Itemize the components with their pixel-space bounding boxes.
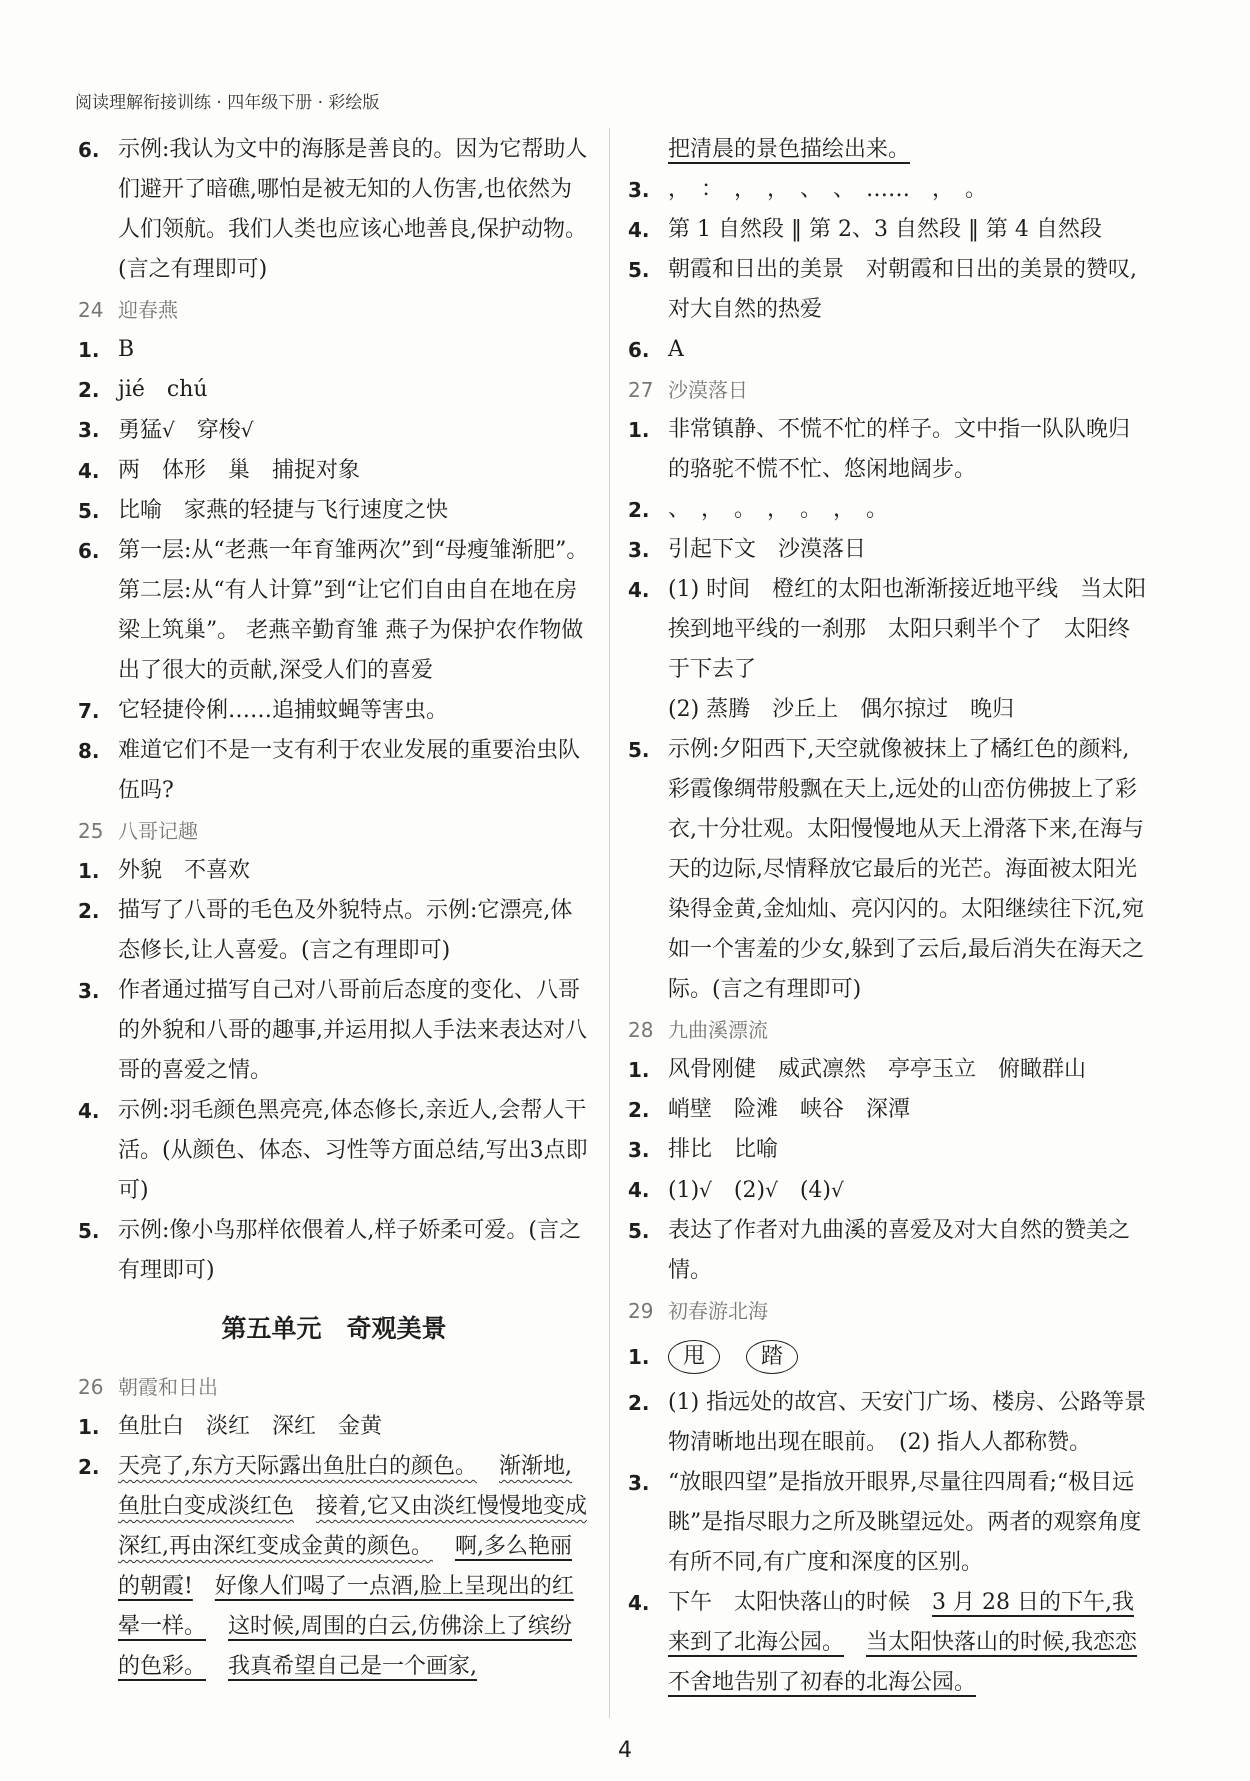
check-mark-icon: √ — [765, 1178, 778, 1202]
check-mark-icon: √ — [240, 418, 254, 442]
underlined-text: 把清晨的景色描绘出来。 — [668, 137, 911, 162]
answer-item: 1. 非常镇静、不慌不忙的样子。文中指一队队晚归的骆驼不慌不忙、悠闲地阔步。 — [628, 417, 1131, 482]
answer-item: 3. 引起下文 沙漠落日 — [628, 537, 867, 562]
answer-text: 示例:我认为文中的海豚是善良的。因为它帮助人们避开了暗礁,哪怕是被无知的人伤害,也依然为人们领航。我们人类也应该心地善良,保护动物。(言之有理即可) — [118, 137, 588, 282]
wavy-underlined-text: 天亮了,东方天际露出鱼肚白的颜色。 — [118, 1454, 477, 1479]
answer-item: 7. 它轻捷伶俐……追捕蚊蝇等害虫。 — [78, 698, 449, 723]
underlined-text: 3 月 28 日的下午,我来到了北海公园。 — [668, 1590, 1134, 1655]
underlined-text: 我真希望自己是一个画家, — [228, 1654, 478, 1679]
answer-item: 2. (1) 指远处的故宫、天安门广场、楼房、公路等景物清晰地出现在眼前。 (2) 指人人都称赞。 — [628, 1390, 1147, 1455]
unit-title: 第五单元 奇观美景 — [221, 1314, 447, 1343]
section-heading: 25 八哥记趣 — [78, 819, 198, 843]
answer-item: 6. A — [628, 337, 684, 362]
circled-character: 甩 — [668, 1340, 720, 1374]
answer-item: 4. 第 1 自然段 ‖ 第 2、3 自然段 ‖ 第 4 自然段 — [628, 217, 1102, 242]
check-mark-icon: √ — [162, 418, 175, 442]
wavy-underlined-text: 渐渐地,鱼肚白变成淡红色 — [118, 1454, 572, 1519]
answer-item: 5. 示例:像小鸟那样依偎着人,样子娇柔可爱。(言之有理即可) — [78, 1218, 581, 1283]
check-mark-icon: √ — [699, 1178, 712, 1202]
answer-item: 2. jié chú — [78, 377, 208, 402]
answer-item: 3. 排比 比喻 — [628, 1137, 779, 1162]
check-mark-icon: √ — [831, 1178, 844, 1202]
running-head: 阅读理解衔接训练 · 四年级下册 · 彩绘版 — [75, 93, 380, 113]
answer-item: 4. 两 体形 巢 捕捉对象 — [78, 458, 361, 483]
answer-item: 5. 表达了作者对九曲溪的喜爱及对大自然的赞美之情。 — [628, 1218, 1131, 1283]
answer-item: 3. 作者通过描写自己对八哥前后态度的变化、八哥的外貌和八哥的趣事,并运用拟人手法来表达对八哥的喜爱之情。 — [78, 978, 587, 1083]
circled-character: 踏 — [746, 1340, 798, 1374]
answer-item: 5. 比喻 家燕的轻捷与飞行速度之快 — [78, 498, 449, 523]
answer-item: 5. 示例:夕阳西下,天空就像被抹上了橘红色的颜料,彩霞像绸带般飘在天上,远处的山峦仿佛披上了彩衣,十分壮观。太阳慢慢地从天上滑落下来,在海与天的边际,尽情释放它最后的光芒。海面被太阳光染得金黄,金灿灿、亮闪闪的。太阳继续往下沉,宛如一个害羞的少女,躲到了云后,最后消失在海天之际。(言之有理即可) — [628, 737, 1144, 1002]
section-heading: 29 初春游北海 — [628, 1299, 768, 1323]
underlined-text: 这时候,周围的白云,仿佛涂上了缤纷的色彩。 — [118, 1614, 573, 1679]
answer-item — [628, 130, 1148, 170]
answer-item: 1. 甩 踏 — [628, 1337, 1148, 1377]
answer-item: 1. 鱼肚白 淡红 深红 金黄 — [78, 1414, 383, 1439]
section-heading: 26 朝霞和日出 — [78, 1375, 218, 1399]
answer-item: 4. (1) 时间 橙红的太阳也渐渐接近地平线 当太阳挨到地平线的一刹那 太阳只剩半个了 太阳终于下去了 (2) 蒸腾 沙丘上 偶尔掠过 晚归 — [628, 577, 1147, 722]
answer-item: 4. 示例:羽毛颜色黑亮亮,体态修长,亲近人,会帮人干活。(从颜色、体态、习性等方面总结,写出3点即可) — [78, 1098, 588, 1203]
answer-item: 6. 第一层:从“老燕一年育雏两次”到“母瘦雏渐肥”。 第二层:从“有人计算”到“让它们自由自在地在房梁上筑巢”。 老燕辛勤育雏 燕子为保护农作物做出了很大的贡献,深受人们的喜爱 — [78, 538, 589, 683]
underlined-text: 当太阳快落山的时候,我恋恋不舍地告别了初春的北海公园。 — [668, 1630, 1138, 1695]
underlined-text: 好像人们喝了一点酒,脸上呈现出的红晕一样。 — [118, 1574, 574, 1639]
answer-item: 2. 、 ， 。 ， 。 ， 。 — [628, 497, 889, 522]
answer-item: 1. B — [78, 337, 135, 362]
column-divider — [609, 128, 610, 1718]
answer-item: 6. 示例:我认为文中的海豚是善良的。因为它帮助人们避开了暗礁,哪怕是被无知的人伤害,也依然为人们领航。我们人类也应该心地善良,保护动物。(言之有理即可) — [78, 137, 588, 282]
section-heading: 28 九曲溪漂流 — [628, 1018, 768, 1042]
left-column — [78, 130, 590, 1687]
answer-item: 5. 朝霞和日出的美景 对朝霞和日出的美景的赞叹,对大自然的热爱 — [628, 257, 1137, 322]
answer-item: 1. 外貌 不喜欢 — [78, 858, 251, 883]
wavy-underlined-text: 接着,它又由淡红慢慢地变成深红,再由深红变成金黄的颜色。 — [118, 1494, 588, 1559]
answer-item: 2. 峭壁 险滩 峡谷 深潭 — [628, 1097, 911, 1122]
answer-item: 1. 风骨刚健 威武凛然 亭亭玉立 俯瞰群山 — [628, 1057, 1087, 1082]
underlined-text: 啊,多么艳丽的朝霞! — [118, 1534, 572, 1599]
answer-item: 3. 勇猛√ 穿梭√ — [78, 418, 254, 443]
page-number: 4 — [618, 1738, 632, 1763]
section-heading: 27 沙漠落日 — [628, 378, 748, 402]
section-heading: 24 迎春燕 — [78, 298, 178, 322]
answer-item: 4. (1)√ (2)√ (4)√ — [628, 1178, 844, 1203]
answer-item: 2. 天亮了,东方天际露出鱼肚白的颜色。 渐渐地,鱼肚白变成淡红色 接着,它又由淡红慢慢地变成深红,再由深红变成金黄的颜色。 啊,多么艳丽的朝霞! 好像人们喝了一点酒,脸上呈现出的红晕一样。 这时候,周围的白云,仿佛涂上了缤纷的色彩。 我真希望自己是一个画家, — [78, 1454, 588, 1679]
answer-item: 8. 难道它们不是一支有利于农业发展的重要治虫队伍吗? — [78, 738, 581, 803]
right-column — [628, 130, 1148, 1703]
answer-item: 4. 下午 太阳快落山的时候 3 月 28 日的下午,我来到了北海公园。 当太阳快落山的时候,我恋恋不舍地告别了初春的北海公园。 — [628, 1590, 1138, 1695]
answer-item: 3. “放眼四望”是指放开眼界,尽量往四周看;“极目远眺”是指尽眼力之所及眺望远处。两者的观察角度有所不同,有广度和深度的区别。 — [628, 1470, 1142, 1575]
answer-item: 3. ， ： ， ， 、 、 …… ， 。 — [628, 177, 988, 202]
answer-item: 2. 描写了八哥的毛色及外貌特点。示例:它漂亮,体态修长,让人喜爱。(言之有理即可) — [78, 898, 573, 963]
